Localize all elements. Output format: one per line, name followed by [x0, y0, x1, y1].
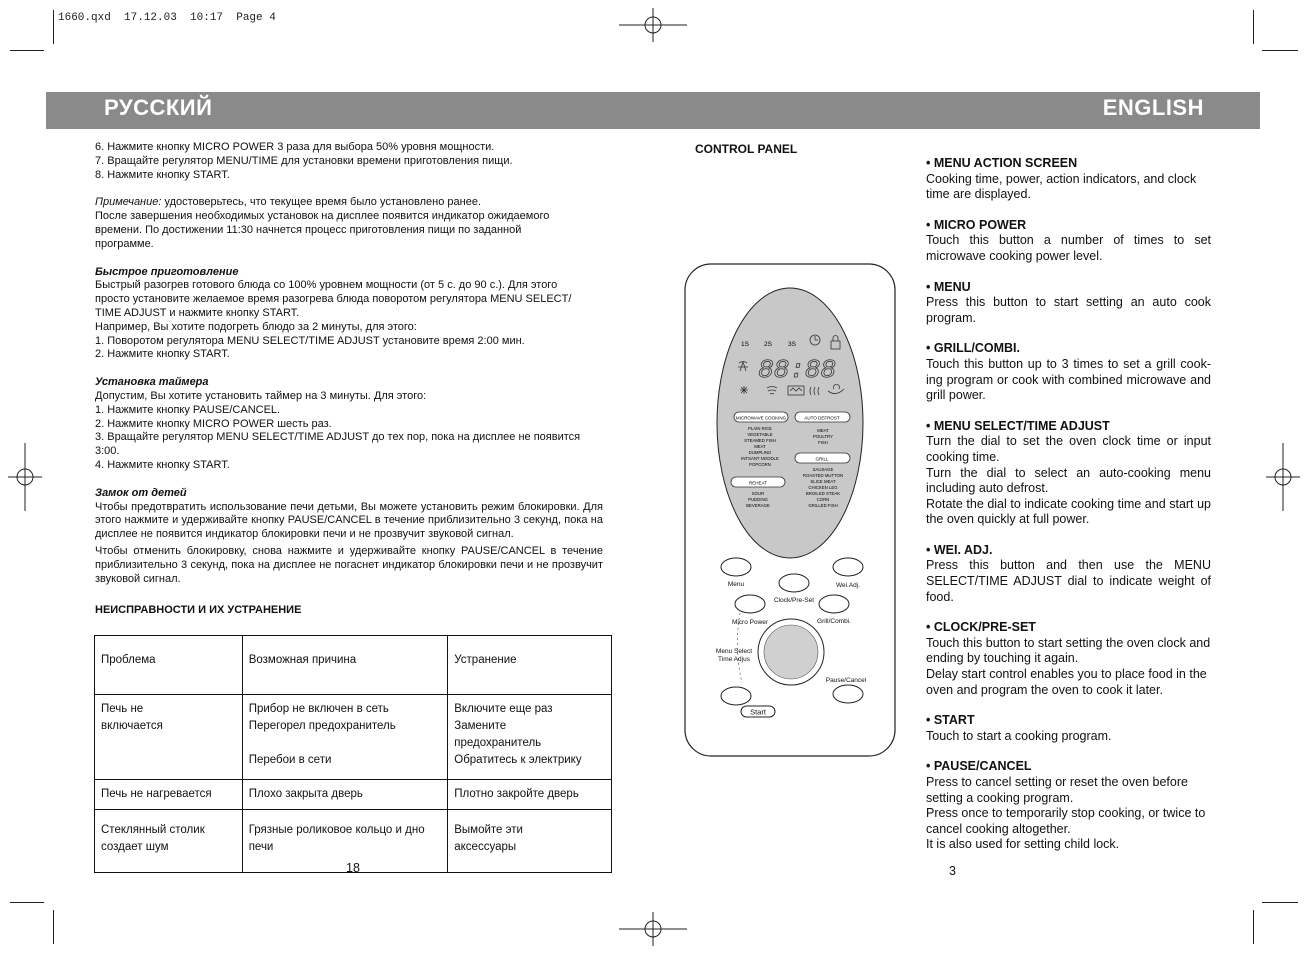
- step-line: 8. Нажмите кнопку START.: [95, 168, 230, 181]
- text-line: Быстрый разогрев готового блюда со 100% уровнем мощности (от 5 с. до 90 с.). Для этого: [95, 279, 558, 292]
- defrost-icon: [740, 386, 748, 394]
- table-header-cell: Возможная причина: [242, 636, 448, 695]
- language-label-english: ENGLISH: [1102, 95, 1204, 120]
- feature-text: Turn the dial to select an auto-cooking menu including auto defrost.: [926, 465, 1211, 496]
- text-line: TIME ADJUST и нажмите кнопку START.: [95, 306, 300, 319]
- feature-text: Cooking time, power, action indicators, and clock time are displayed.: [926, 171, 1197, 202]
- table-header-cell: Проблема: [95, 636, 243, 695]
- svg-text:STEAMED FISH: STEAMED FISH: [744, 438, 776, 443]
- sec-label: 2S: [764, 341, 772, 348]
- control-panel-title: CONTROL PANEL: [695, 142, 798, 156]
- page-number-left: 18: [346, 861, 360, 875]
- page-number-right: 3: [949, 864, 956, 878]
- sec-label: 1S: [741, 341, 749, 348]
- digit-display: 88:88: [757, 355, 837, 385]
- svg-text:MEAT: MEAT: [754, 444, 766, 449]
- feature-heading: • MENU: [926, 279, 971, 294]
- svg-text:ROASTED MUTTON: ROASTED MUTTON: [802, 473, 844, 478]
- feature-heading: • START: [926, 713, 975, 728]
- start-button-label: Start: [750, 707, 766, 717]
- table-cell: Включите еще раз Замените предохранитель Обратитесь к электрику: [448, 695, 612, 780]
- feature-heading: • MENU SELECT/TIME ADJUST: [926, 418, 1110, 433]
- feature-item-clock-preset: [926, 620, 1211, 698]
- feature-heading: • CLOCK/PRE-SET: [926, 620, 1036, 635]
- svg-text:DUMPLING: DUMPLING: [748, 450, 772, 455]
- text-line: просто установите желаемое время разогрева блюда поворотом регулятора MENU SELECT/: [95, 293, 572, 306]
- language-label-russian: РУССКИЙ: [104, 95, 213, 120]
- section-heading: Быстрое приготовление: [95, 265, 239, 278]
- note-line: программе.: [95, 237, 154, 250]
- feature-heading: • PAUSE/CANCEL: [926, 759, 1032, 774]
- grill-combi-label: Grill/Combi.: [817, 618, 851, 625]
- feature-heading: • WEI. ADJ.: [926, 542, 993, 557]
- table-cell: Печь не нагревается: [95, 780, 243, 810]
- paragraph: Чтобы предотвратить использование печи детьми, Вы можете установить режим блокировки. Для этого нажмите и удерживайте кнопку PAUSE/CANCEL в течение приблизительно 3 секунд, пока на дисплее не появится индикатор блокировки печи и не прозвучит звуковой сигнал.: [95, 500, 603, 541]
- english-column: [926, 156, 1211, 868]
- svg-text:BROILED STEAK: BROILED STEAK: [805, 491, 841, 496]
- table-cell: Стеклянный столик создает шум: [95, 810, 243, 873]
- svg-text:MEAT: MEAT: [817, 428, 829, 433]
- micro-power-button[interactable]: [735, 595, 765, 613]
- svg-text:SOUR: SOUR: [751, 491, 765, 496]
- feature-item-micro-power: [926, 218, 1211, 265]
- micro-power-label: Micro Power: [731, 619, 769, 626]
- pause-cancel-label: Pause/Cancel: [825, 677, 867, 684]
- child-lock-block: [95, 487, 607, 587]
- feature-heading: • MICRO POWER: [926, 217, 1027, 232]
- table-cell: Плохо закрыта дверь: [242, 780, 448, 810]
- table-cell: Прибор не включен в сеть Перегорел предохранитель Перебои в сети: [242, 695, 448, 780]
- auto-defrost-label: AUTO DEFROST: [804, 415, 840, 421]
- header-banner: [46, 92, 1260, 129]
- feature-text: Touch this button a number of times to set microwave cooking power level.: [926, 233, 1211, 263]
- step-line: 6. Нажмите кнопку MICRO POWER 3 раза для выбора 50% уровня мощности.: [95, 141, 495, 153]
- troubleshooting-title: НЕИСПРАВНОСТИ И ИХ УСТРАНЕНИЕ: [95, 604, 302, 617]
- svg-text:SAUSAGE: SAUSAGE: [812, 467, 834, 472]
- svg-text:POULTRY: POULTRY: [813, 434, 833, 439]
- sec-label: 3S: [788, 341, 796, 348]
- svg-text:PUDDING: PUDDING: [748, 497, 768, 502]
- svg-text:GRILLED FISH: GRILLED FISH: [808, 503, 838, 508]
- feature-heading: • GRILL/COMBI.: [926, 341, 1020, 356]
- svg-text:CHICKEN LEG: CHICKEN LEG: [808, 485, 838, 490]
- quick-cook-block: [95, 266, 607, 363]
- feature-text: Press to cancel setting or reset the oven before setting a cooking program.: [926, 775, 1188, 805]
- paragraph: Чтобы отменить блокировку, снова нажмите и удерживайте кнопку PAUSE/CANCEL в течение приблизительно 3 секунд, пока на дисплее не погаснет индикатор блокировки печи и не прозвучит звуковой сигнал.: [95, 544, 603, 585]
- feature-item-wei-adj: [926, 543, 1211, 605]
- feature-heading: • MENU ACTION SCREEN: [926, 156, 1078, 170]
- table-row: [95, 780, 612, 810]
- russian-column: [95, 141, 607, 618]
- feature-text: Touch this button up to 3 times to set a grill cook-ing program or cook with combined microwave and grill power.: [926, 356, 1211, 403]
- feature-text: It is also used for setting child lock.: [926, 837, 1120, 852]
- clock-preset-button[interactable]: [779, 574, 809, 592]
- note-line: времени. По достижении 11:30 начнется процесс приготовления пищи по заданной: [95, 223, 522, 236]
- svg-text:CORN: CORN: [816, 497, 830, 502]
- troubleshooting-table: [94, 635, 612, 873]
- print-slug: 1660.qxd 17.12.03 10:17 Page 4: [58, 12, 276, 24]
- table-cell: Вымойте эти аксессуары: [448, 810, 612, 873]
- text-line: 4. Нажмите кнопку START.: [95, 458, 230, 471]
- feature-item-pause-cancel: [926, 759, 1211, 853]
- start-indicator-button[interactable]: [721, 687, 751, 705]
- table-cell: Плотно закройте дверь: [448, 780, 612, 810]
- text-line: Допустим, Вы хотите установить таймер на 3 минуты. Для этого:: [95, 389, 427, 402]
- table-cell: Грязные роликовое кольцо и дно печи: [242, 810, 448, 873]
- text-line: Например, Вы хотите подогреть блюдо за 2 минуты, для этого:: [95, 320, 417, 333]
- feature-text: Rotate the dial to indicate cooking time and start up the oven quickly at full power.: [926, 496, 1211, 527]
- svg-text:FISH: FISH: [818, 440, 828, 445]
- text-line: 2. Нажмите кнопку START.: [95, 348, 230, 361]
- reheat-label: REHEAT: [749, 480, 767, 486]
- table-header-cell: Устранение: [448, 636, 612, 695]
- feature-item-menu-action-screen: [926, 156, 1211, 203]
- feature-text: Touch this button to start setting the oven clock and ending by touching it again.: [926, 635, 1211, 666]
- note-text: удостоверьтесь, что текущее время было установлено ранее.: [161, 196, 482, 209]
- feature-item-grill-combi: [926, 341, 1211, 403]
- display-screen: [717, 288, 863, 558]
- svg-text:VEGETABLE: VEGETABLE: [747, 432, 773, 437]
- steps-list: [95, 141, 607, 182]
- table-header-row: [95, 636, 612, 695]
- menu-button[interactable]: [721, 558, 751, 576]
- menu-button-label: Menu: [727, 581, 745, 588]
- feature-text: Press once to temporarily stop cooking, or twice to cancel cooking altogether.: [926, 806, 1206, 836]
- timer-block: [95, 376, 607, 473]
- section-heading: Установка таймера: [95, 376, 209, 389]
- feature-item-menu: [926, 280, 1211, 327]
- wei-adj-button-label: Wei.Adj.: [835, 582, 861, 589]
- time-adjust-label: Time Adjus: [718, 656, 750, 663]
- control-panel-illustration: [684, 263, 898, 759]
- microwave-cooking-label: MICROWAVE COOKING: [735, 415, 787, 421]
- svg-text:POPCORN: POPCORN: [749, 462, 771, 467]
- svg-text:PLAIN RICE: PLAIN RICE: [748, 426, 772, 431]
- feature-text: Delay start control enables you to place food in the oven and program the oven to cook it later.: [926, 667, 1207, 697]
- note-line: После завершения необходимых установок на дисплее появится индикатор ожидаемого: [95, 210, 550, 223]
- feature-text: Touch to start a cooking program.: [926, 728, 1112, 743]
- feature-item-start: [926, 713, 1211, 744]
- table-cell: Печь не включается: [95, 695, 243, 780]
- text-line: 3. Вращайте регулятор MENU SELECT/TIME ADJUST до тех пор, пока на дисплее не появится: [95, 431, 581, 444]
- section-heading: Замок от детей: [95, 486, 187, 499]
- text-line: 1. Нажмите кнопку PAUSE/CANCEL.: [95, 403, 281, 416]
- table-row: [95, 695, 612, 780]
- text-line: 3:00.: [95, 445, 120, 458]
- text-line: 1. Поворотом регулятора MENU SELECT/TIME ADJUST установите время 2:00 мин.: [95, 334, 525, 347]
- feature-item-menu-select: [926, 419, 1211, 528]
- svg-text:BEVERAGE: BEVERAGE: [746, 503, 770, 508]
- menu-select-label: Menu Select: [715, 648, 753, 655]
- clock-preset-label: Clock/Pre-Set: [773, 597, 815, 604]
- menu-select-dial[interactable]: [764, 625, 818, 679]
- svg-text:SLICE MEAT: SLICE MEAT: [810, 479, 836, 484]
- step-line: 7. Вращайте регулятор MENU/TIME для установки времени приготовления пищи.: [95, 154, 513, 167]
- grill-label: GRILL: [815, 456, 829, 462]
- feature-text: Press this button and then use the MENU SELECT/TIME ADJUST dial to indicate weight of food.: [926, 558, 1211, 604]
- pause-cancel-button[interactable]: [833, 685, 863, 703]
- feature-text: Turn the dial to set the oven clock time or input cooking time.: [926, 434, 1211, 464]
- wei-adj-button[interactable]: [833, 558, 863, 576]
- grill-combi-button[interactable]: [819, 595, 849, 613]
- svg-text:INTSANT NOODLE: INTSANT NOODLE: [741, 456, 779, 461]
- text-line: 2. Нажмите кнопку MICRO POWER шесть раз.: [95, 417, 332, 430]
- feature-text: Press this button to start setting an auto cook program.: [926, 295, 1211, 325]
- note-label: Примечание:: [95, 196, 162, 209]
- note-block: [95, 196, 607, 251]
